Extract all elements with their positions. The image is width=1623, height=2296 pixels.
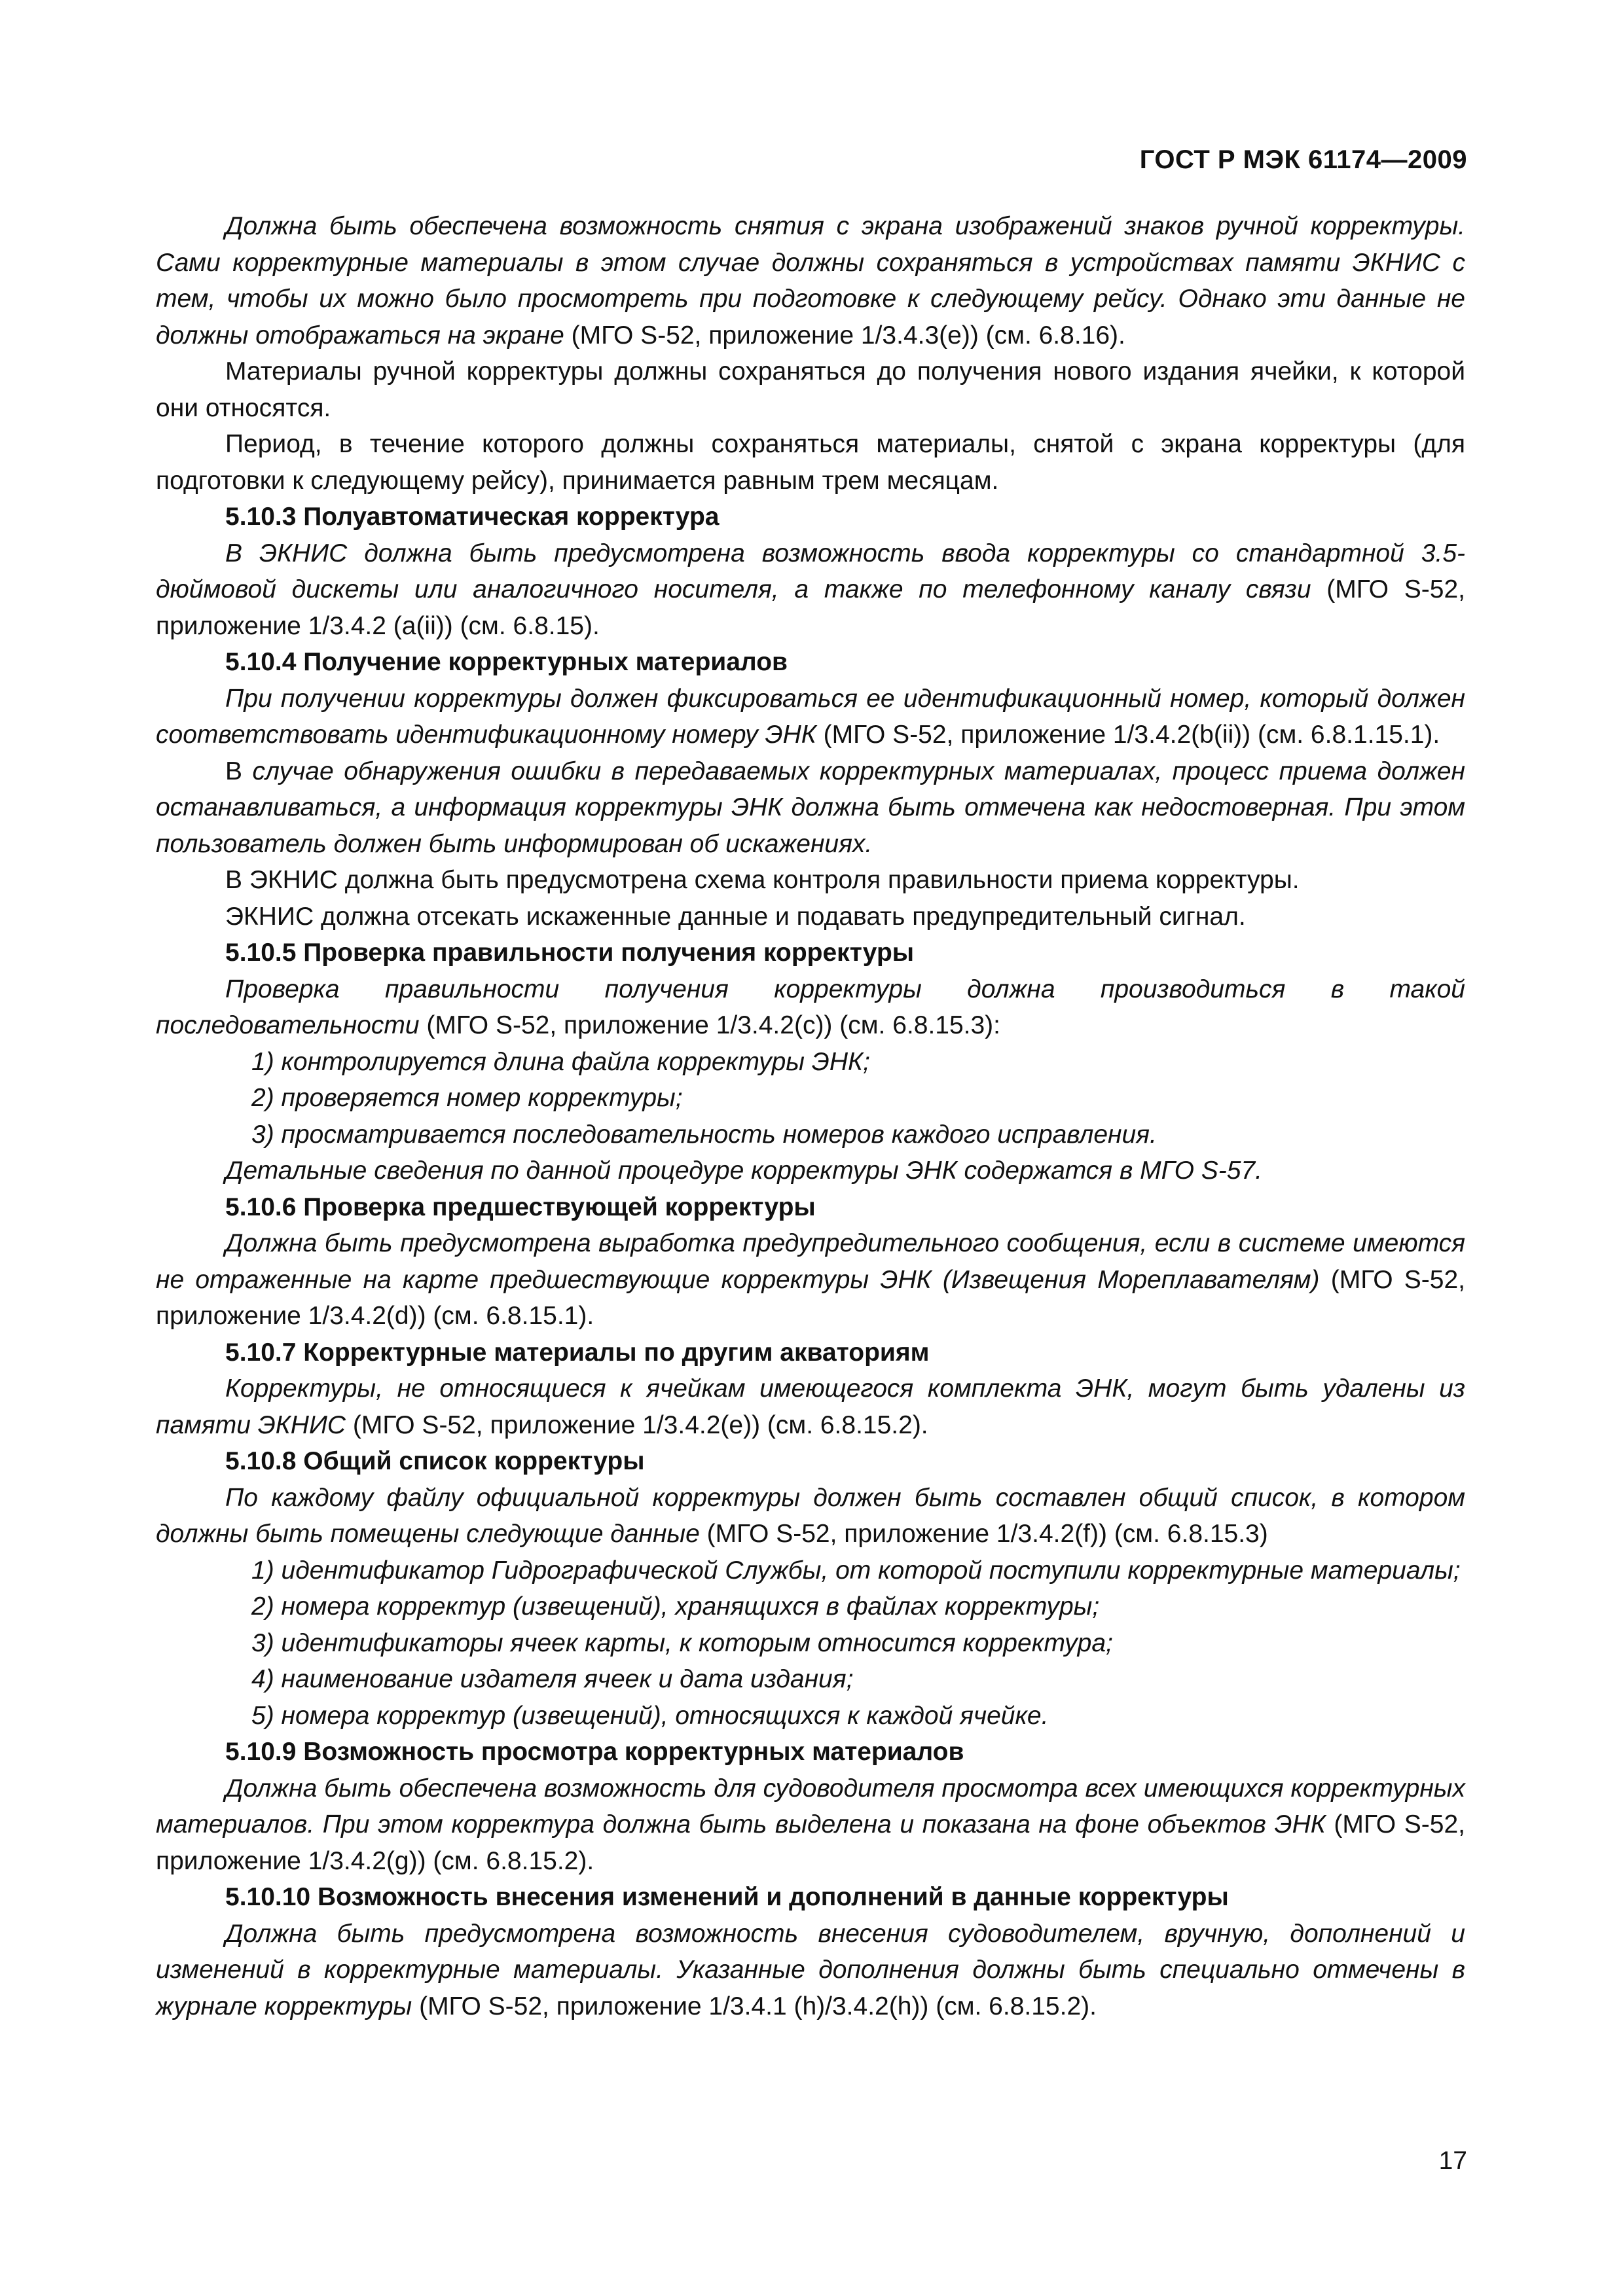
italic-text: Детальные сведения по данной процедуре корректуры ЭНК содержатся в МГО S-57. bbox=[225, 1157, 1262, 1185]
list-item bbox=[156, 1080, 1465, 1117]
italic-text: Должна быть предусмотрена возможность внесения судоводителем, вручную, дополнений и изменений в корректурные материалы. Указанные дополнения должны быть специально отмечены в журнале корректуры bbox=[156, 1919, 1465, 2020]
document-header: ГОСТ Р МЭК 61174—2009 bbox=[1139, 145, 1467, 174]
list-item bbox=[156, 1588, 1465, 1625]
section-heading-5-10-3: 5.10.3 Полуавтоматическая корректура bbox=[225, 503, 720, 531]
reference-text: (МГО S-52, приложение 1/3.4.2 (a(ii)) (см. 6.8.15). bbox=[156, 575, 1465, 640]
paragraph bbox=[156, 1225, 1465, 1335]
paragraph bbox=[156, 1916, 1465, 2025]
list-item-text: 4) наименование издателя ячеек и дата издания; bbox=[251, 1665, 854, 1693]
reference-text: (МГО S-52, приложение 1/3.4.2(f)) (см. 6.8.15.3) bbox=[699, 1520, 1268, 1548]
italic-text: Проверка правильности получения корректуры должна производиться в такой последовательности bbox=[156, 975, 1465, 1039]
list-item bbox=[156, 1698, 1465, 1734]
list-item bbox=[156, 1661, 1465, 1698]
reference-text: (МГО S-52, приложение 1/3.4.2(b(ii)) (см. 6.8.1.15.1). bbox=[816, 721, 1440, 749]
paragraph: Материалы ручной корректуры должны сохраняться до получения нового издания ячейки, к которой они относятся. bbox=[156, 357, 1465, 422]
list-item-text: 2) номера корректур (извещений), хранящихся в файлах корректуры; bbox=[251, 1592, 1100, 1621]
reference-text: (МГО S-52, приложение 1/3.4.2(d)) (см. 6.8.15.1). bbox=[156, 1265, 1466, 1330]
reference-text: (МГО S-52, приложение 1/3.4.3(e)) (см. 6.8.16). bbox=[564, 321, 1125, 350]
list-item bbox=[156, 1625, 1465, 1662]
list-item bbox=[156, 1117, 1465, 1153]
section-heading-5-10-5: 5.10.5 Проверка правильности получения корректуры bbox=[225, 939, 915, 967]
italic-text: По каждому файлу официальной корректуры должен быть составлен общий список, в котором должны быть помещены следующие данные bbox=[156, 1483, 1465, 1548]
italic-text: Должна быть обеспечена возможность для судоводителя просмотра всех имеющихся корректурных материалов. При этом корректура должна быть выделена и показана на фоне объектов ЭНК bbox=[156, 1774, 1465, 1839]
paragraph bbox=[156, 1770, 1465, 1880]
reference-text: (МГО S-52, приложение 1/3.4.2(g)) (см. 6.8.15.2). bbox=[156, 1810, 1465, 1875]
section-heading-5-10-10: 5.10.10 Возможность внесения изменений и дополнений в данные корректуры bbox=[225, 1883, 1229, 1911]
section-heading-5-10-7: 5.10.7 Корректурные материалы по другим акваториям bbox=[225, 1338, 930, 1367]
section-heading-5-10-6: 5.10.6 Проверка предшествующей корректуры bbox=[225, 1193, 816, 1221]
italic-text: Должна быть обеспечена возможность снятия с экрана изображений знаков ручной корректуры. Сами корректурные материалы в этом случае должны сохраняться в устройствах памяти ЭКНИС с тем, чтобы их можно было просмотреть при подготовке к следующему рейсу. Однако эти данные не должны отображаться на экране bbox=[156, 212, 1465, 350]
paragraph bbox=[156, 535, 1465, 645]
section-heading-5-10-4: 5.10.4 Получение корректурных материалов bbox=[225, 648, 788, 676]
paragraph bbox=[156, 1371, 1465, 1443]
list-item-text: 3) идентификаторы ячеек карты, к которым относится корректура; bbox=[251, 1628, 1113, 1657]
italic-text: случае обнаружения ошибки в передаваемых корректурных материалах, процесс приема должен останавливаться, а информация корректуры ЭНК должна быть отмечена как недостоверная. При этом пользователь должен быть информирован об искажениях. bbox=[156, 757, 1465, 858]
page-number: 17 bbox=[1438, 2147, 1467, 2175]
list-item bbox=[156, 1044, 1465, 1081]
paragraph bbox=[156, 681, 1465, 753]
reference-text: (МГО S-52, приложение 1/3.4.1 (h)/3.4.2(h)) (см. 6.8.15.2). bbox=[412, 1992, 1097, 2020]
plain-text: В bbox=[225, 757, 253, 785]
paragraph: В ЭКНИС должна быть предусмотрена схема контроля правильности приема корректуры. bbox=[225, 866, 1300, 894]
paragraph: Период, в течение которого должны сохраняться материалы, снятой с экрана корректуры (для подготовки к следующему рейсу), принимается равным трем месяцам. bbox=[156, 430, 1465, 495]
paragraph bbox=[156, 1480, 1465, 1552]
section-heading-5-10-9: 5.10.9 Возможность просмотра корректурных материалов bbox=[225, 1738, 964, 1766]
italic-text: Должна быть предусмотрена выработка предупредительного сообщения, если в системе имеются не отраженные на карте предшествующие корректуры ЭНК (Извещения Мореплавателям) bbox=[156, 1229, 1465, 1294]
reference-text: (МГО S-52, приложение 1/3.4.2(c)) (см. 6.8.15.3): bbox=[419, 1011, 1001, 1039]
list-item-text: 5) номера корректур (извещений), относящихся к каждой ячейке. bbox=[251, 1701, 1049, 1730]
paragraph: ЭКНИС должна отсекать искаженные данные и подавать предупредительный сигнал. bbox=[225, 902, 1246, 931]
section-heading-5-10-8: 5.10.8 Общий список корректуры bbox=[225, 1447, 645, 1475]
list-item-text: 2) проверяется номер корректуры; bbox=[251, 1084, 683, 1112]
italic-text: При получении корректуры должен фиксироваться ее идентификационный номер, который должен соответствовать идентификационному номеру ЭНК bbox=[156, 684, 1465, 749]
list-item bbox=[156, 1552, 1465, 1589]
italic-text: В ЭКНИС должна быть предусмотрена возможность ввода корректуры со стандартной 3.5-дюймовой дискеты или аналогичного носителя, а также по телефонному каналу связи bbox=[156, 539, 1465, 603]
reference-text: (МГО S-52, приложение 1/3.4.2(e)) (см. 6.8.15.2). bbox=[346, 1410, 928, 1439]
page-body bbox=[156, 208, 1465, 2024]
paragraph bbox=[156, 753, 1465, 863]
paragraph bbox=[156, 208, 1465, 353]
paragraph bbox=[156, 971, 1465, 1044]
italic-text: Корректуры, не относящиеся к ячейкам имеющегося комплекта ЭНК, могут быть удалены из памяти ЭКНИС bbox=[156, 1374, 1465, 1439]
list-item-text: 3) просматривается последовательность номеров каждого исправления. bbox=[251, 1120, 1157, 1149]
paragraph bbox=[156, 1153, 1465, 1189]
list-item-text: 1) идентификатор Гидрографической Службы, от которой поступили корректурные материалы; bbox=[251, 1556, 1461, 1585]
list-item-text: 1) контролируется длина файла корректуры ЭНК; bbox=[251, 1047, 870, 1076]
